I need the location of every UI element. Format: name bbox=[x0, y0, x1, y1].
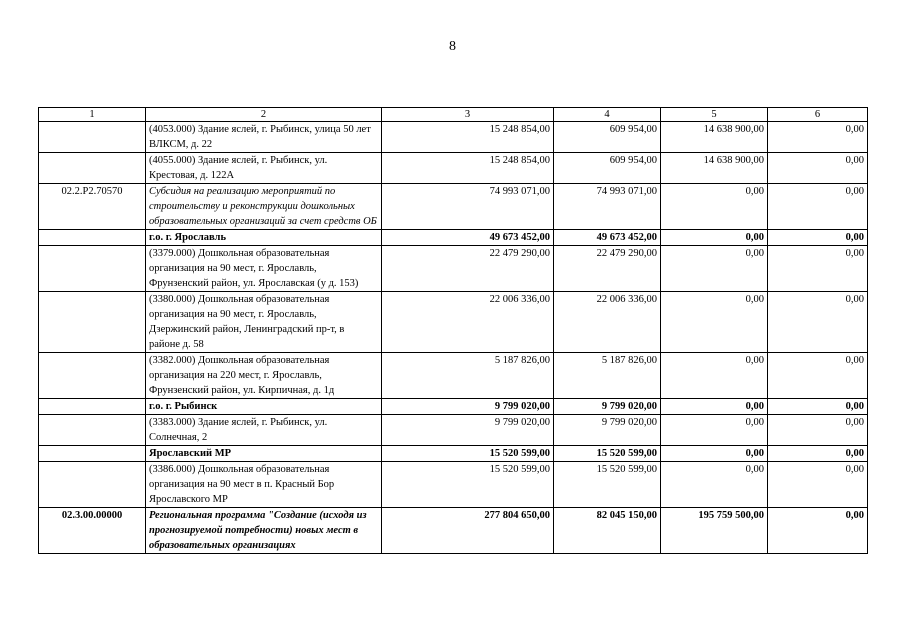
row-value-col4: 49 673 452,00 bbox=[554, 230, 661, 246]
row-description: г.о. г. Рыбинск bbox=[146, 399, 382, 415]
column-header-2: 2 bbox=[146, 108, 382, 122]
table-row bbox=[39, 230, 868, 246]
column-header-4: 4 bbox=[554, 108, 661, 122]
row-value-col3: 9 799 020,00 bbox=[382, 415, 554, 446]
column-header-3: 3 bbox=[382, 108, 554, 122]
row-value-col4: 609 954,00 bbox=[554, 153, 661, 184]
row-value-col5: 0,00 bbox=[661, 292, 768, 353]
row-value-col5: 0,00 bbox=[661, 446, 768, 462]
row-value-col4: 82 045 150,00 bbox=[554, 508, 661, 554]
row-value-col4: 15 520 599,00 bbox=[554, 446, 661, 462]
row-code bbox=[39, 246, 146, 292]
row-description: г.о. г. Ярославль bbox=[146, 230, 382, 246]
table-row bbox=[39, 122, 868, 153]
table-row bbox=[39, 246, 868, 292]
row-description: (3380.000) Дошкольная образовательная организация на 90 мест, г. Ярославль, Дзержинский район, Ленинградский пр-т, в районе д. 58 bbox=[146, 292, 382, 353]
row-value-col3: 49 673 452,00 bbox=[382, 230, 554, 246]
row-value-col3: 9 799 020,00 bbox=[382, 399, 554, 415]
column-header-6: 6 bbox=[768, 108, 868, 122]
row-value-col6: 0,00 bbox=[768, 122, 868, 153]
table-row bbox=[39, 399, 868, 415]
row-code: 02.2.P2.70570 bbox=[39, 184, 146, 230]
row-code bbox=[39, 292, 146, 353]
row-value-col5: 0,00 bbox=[661, 462, 768, 508]
row-code bbox=[39, 153, 146, 184]
table-row bbox=[39, 353, 868, 399]
row-code bbox=[39, 399, 146, 415]
row-description: (3386.000) Дошкольная образовательная организация на 90 мест в п. Красный Бор Ярославского МР bbox=[146, 462, 382, 508]
table-body bbox=[39, 108, 868, 554]
table-row bbox=[39, 292, 868, 353]
row-description: (3379.000) Дошкольная образовательная организация на 90 мест, г. Ярославль, Фрунзенский район, ул. Ярославская (у д. 153) bbox=[146, 246, 382, 292]
row-value-col5: 0,00 bbox=[661, 353, 768, 399]
row-value-col3: 15 520 599,00 bbox=[382, 462, 554, 508]
row-value-col4: 5 187 826,00 bbox=[554, 353, 661, 399]
row-value-col3: 15 248 854,00 bbox=[382, 122, 554, 153]
row-description: (4053.000) Здание яслей, г. Рыбинск, улица 50 лет ВЛКСМ, д. 22 bbox=[146, 122, 382, 153]
row-value-col6: 0,00 bbox=[768, 415, 868, 446]
row-value-col4: 22 479 290,00 bbox=[554, 246, 661, 292]
row-value-col4: 22 006 336,00 bbox=[554, 292, 661, 353]
row-value-col5: 0,00 bbox=[661, 415, 768, 446]
row-value-col4: 9 799 020,00 bbox=[554, 415, 661, 446]
row-value-col5: 0,00 bbox=[661, 230, 768, 246]
table-row bbox=[39, 415, 868, 446]
table-row bbox=[39, 153, 868, 184]
row-value-col5: 0,00 bbox=[661, 399, 768, 415]
row-value-col3: 277 804 650,00 bbox=[382, 508, 554, 554]
row-code bbox=[39, 122, 146, 153]
row-description: Региональная программа "Создание (исходя из прогнозируемой потребности) новых мест в образовательных организациях bbox=[146, 508, 382, 554]
row-value-col5: 14 638 900,00 bbox=[661, 153, 768, 184]
row-value-col5: 14 638 900,00 bbox=[661, 122, 768, 153]
row-code bbox=[39, 353, 146, 399]
table-header-row bbox=[39, 108, 868, 122]
row-value-col6: 0,00 bbox=[768, 353, 868, 399]
page-number: 8 bbox=[449, 39, 456, 54]
row-value-col6: 0,00 bbox=[768, 292, 868, 353]
row-description: Ярославский МР bbox=[146, 446, 382, 462]
row-value-col3: 5 187 826,00 bbox=[382, 353, 554, 399]
row-value-col6: 0,00 bbox=[768, 153, 868, 184]
row-code bbox=[39, 446, 146, 462]
row-value-col6: 0,00 bbox=[768, 246, 868, 292]
row-value-col4: 74 993 071,00 bbox=[554, 184, 661, 230]
table-row bbox=[39, 184, 868, 230]
row-value-col3: 15 520 599,00 bbox=[382, 446, 554, 462]
table-row bbox=[39, 508, 868, 554]
row-description: Субсидия на реализацию мероприятий по строительству и реконструкции дошкольных образовательных организаций за счет средств ОБ bbox=[146, 184, 382, 230]
row-value-col6: 0,00 bbox=[768, 230, 868, 246]
row-value-col4: 9 799 020,00 bbox=[554, 399, 661, 415]
row-code: 02.3.00.00000 bbox=[39, 508, 146, 554]
table-row bbox=[39, 446, 868, 462]
row-value-col3: 22 006 336,00 bbox=[382, 292, 554, 353]
row-value-col4: 15 520 599,00 bbox=[554, 462, 661, 508]
row-value-col5: 0,00 bbox=[661, 184, 768, 230]
row-description: (4055.000) Здание яслей, г. Рыбинск, ул. Крестовая, д. 122А bbox=[146, 153, 382, 184]
row-value-col5: 195 759 500,00 bbox=[661, 508, 768, 554]
budget-table bbox=[38, 107, 868, 554]
row-value-col3: 22 479 290,00 bbox=[382, 246, 554, 292]
column-header-1: 1 bbox=[39, 108, 146, 122]
row-value-col6: 0,00 bbox=[768, 446, 868, 462]
row-value-col6: 0,00 bbox=[768, 462, 868, 508]
row-description: (3383.000) Здание яслей, г. Рыбинск, ул. Солнечная, 2 bbox=[146, 415, 382, 446]
row-code bbox=[39, 462, 146, 508]
row-value-col6: 0,00 bbox=[768, 184, 868, 230]
row-value-col6: 0,00 bbox=[768, 399, 868, 415]
row-value-col6: 0,00 bbox=[768, 508, 868, 554]
row-description: (3382.000) Дошкольная образовательная организация на 220 мест, г. Ярославль, Фрунзенский район, ул. Кирпичная, д. 1д bbox=[146, 353, 382, 399]
table-row bbox=[39, 462, 868, 508]
row-value-col5: 0,00 bbox=[661, 246, 768, 292]
row-code bbox=[39, 415, 146, 446]
row-value-col4: 609 954,00 bbox=[554, 122, 661, 153]
row-code bbox=[39, 230, 146, 246]
row-value-col3: 15 248 854,00 bbox=[382, 153, 554, 184]
column-header-5: 5 bbox=[661, 108, 768, 122]
row-value-col3: 74 993 071,00 bbox=[382, 184, 554, 230]
